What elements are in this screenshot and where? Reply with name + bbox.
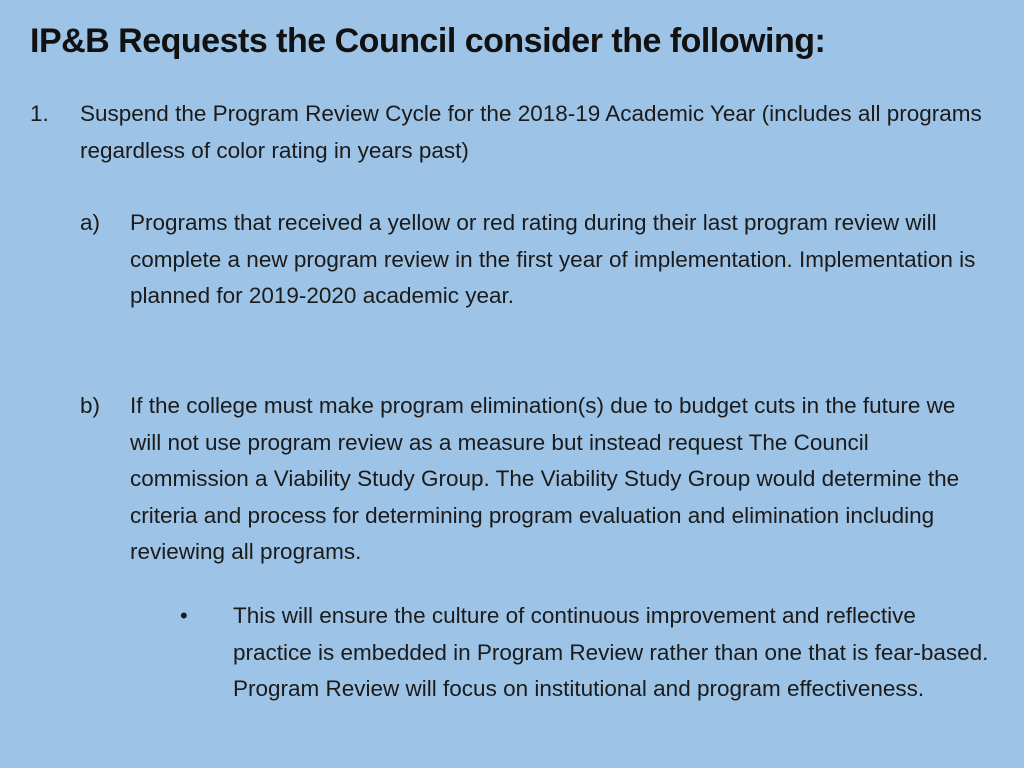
bullet-icon: • (180, 603, 188, 628)
item-b-text: If the college must make program elimination(s) due to budget cuts in the future we will not use program review as a measure but instead request The Council commission a Viability Study Group. The Viability Study Group would determine the criteria and process for determining program evaluation and elimination including reviewing all programs. (130, 393, 960, 564)
item-1-number: 1. (30, 101, 49, 126)
item-b-letter: b) (80, 393, 101, 418)
item-1-text: Suspend the Program Review Cycle for the 2018-19 Academic Year (includes all programs regardless of color rating in years past) (80, 101, 982, 163)
item-a-letter: a) (80, 210, 101, 235)
item-a-text: Programs that received a yellow or red rating during their last program review will complete a new program review in the first year of implementation. Implementation is planned for 2019-2020 academic year. (130, 210, 976, 308)
bullet-text: This will ensure the culture of continuous improvement and reflective practice is embedded in Program Review rather than one that is fear-based. Program Review will focus on institutional and program effectiveness. (233, 603, 989, 701)
slide-title: IP&B Requests the Council consider the following: (30, 22, 826, 60)
